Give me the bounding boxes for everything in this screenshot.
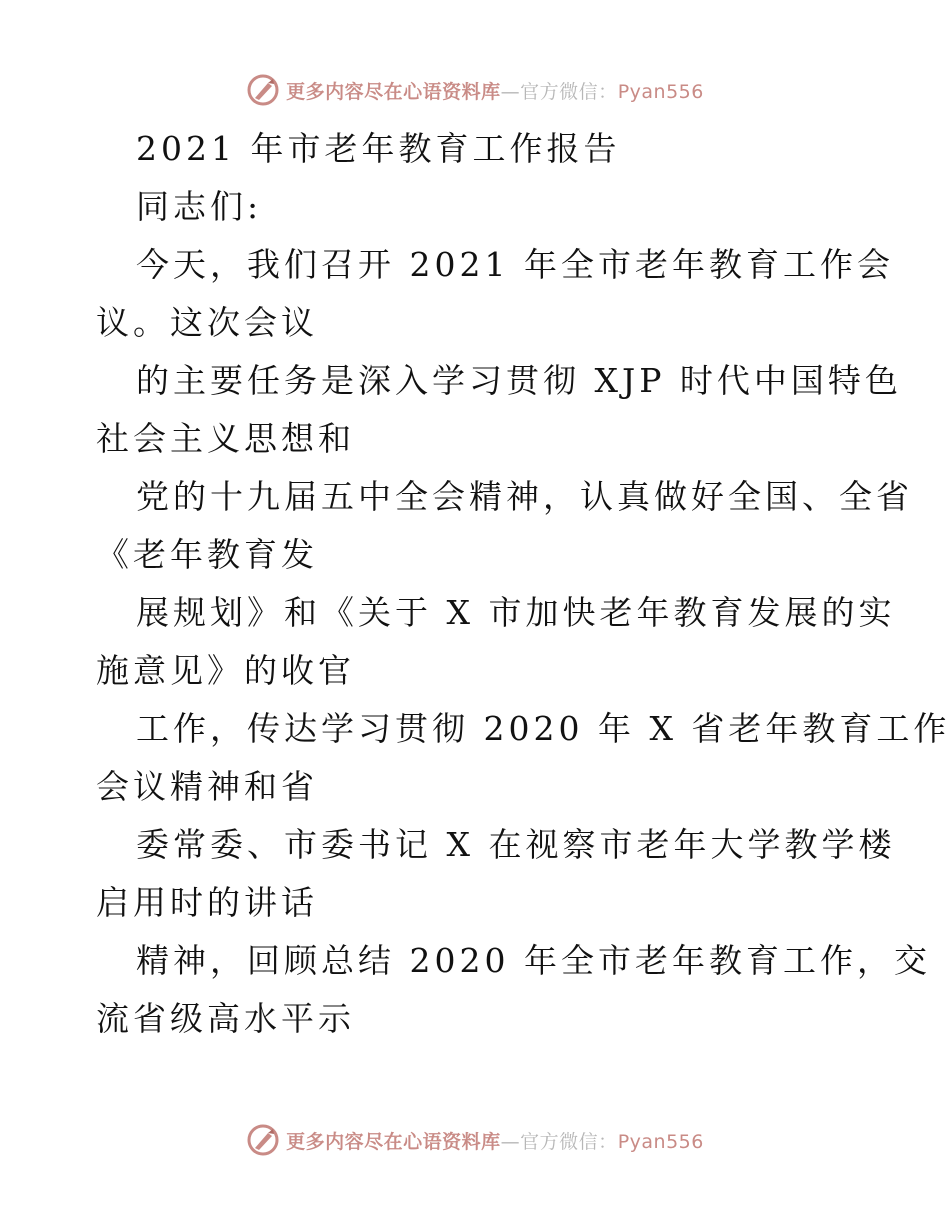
body-line: 党的十九届五中全会精神，认真做好全国、全省	[136, 477, 913, 516]
body-line: 今天，我们召开 2021 年全市老年教育工作会	[136, 245, 894, 284]
watermark-main-text: 更多内容尽在心语资料库	[286, 80, 501, 103]
body-line: 社会主义思想和	[96, 419, 355, 458]
watermark-id-text: Pyan556	[617, 80, 704, 103]
document-body	[96, 120, 950, 1048]
body-line: 启用时的讲话	[96, 883, 318, 922]
body-line: 工作，传达学习贯彻 2020 年 X 省老年教育工作	[136, 709, 950, 748]
body-line: 《老年教育发	[96, 535, 318, 574]
body-line: 精神，回顾总结 2020 年全市老年教育工作，交	[136, 941, 931, 980]
body-line: 议。这次会议	[96, 303, 318, 342]
footer-watermark	[0, 1120, 950, 1160]
body-line: 施意见》的收官	[96, 651, 355, 690]
header-watermark	[0, 70, 950, 110]
watermark-official-text: —官方微信：	[500, 80, 618, 103]
body-line: 流省级高水平示	[96, 999, 355, 1038]
body-line: 展规划》和《关于 X 市加快老年教育发展的实	[136, 593, 896, 632]
feather-pen-logo-icon	[246, 1123, 280, 1157]
watermark-id-text: Pyan556	[617, 1130, 704, 1153]
body-line: 的主要任务是深入学习贯彻 XJP 时代中国特色	[136, 361, 902, 400]
greeting-line: 同志们:	[136, 187, 263, 226]
body-line: 委常委、市委书记 X 在视察市老年大学教学楼	[136, 825, 896, 864]
watermark-official-text: —官方微信：	[500, 1130, 618, 1153]
watermark-main-text: 更多内容尽在心语资料库	[286, 1130, 501, 1153]
body-line: 会议精神和省	[96, 767, 318, 806]
feather-pen-logo-icon	[246, 73, 280, 107]
document-title: 2021 年市老年教育工作报告	[136, 129, 621, 168]
